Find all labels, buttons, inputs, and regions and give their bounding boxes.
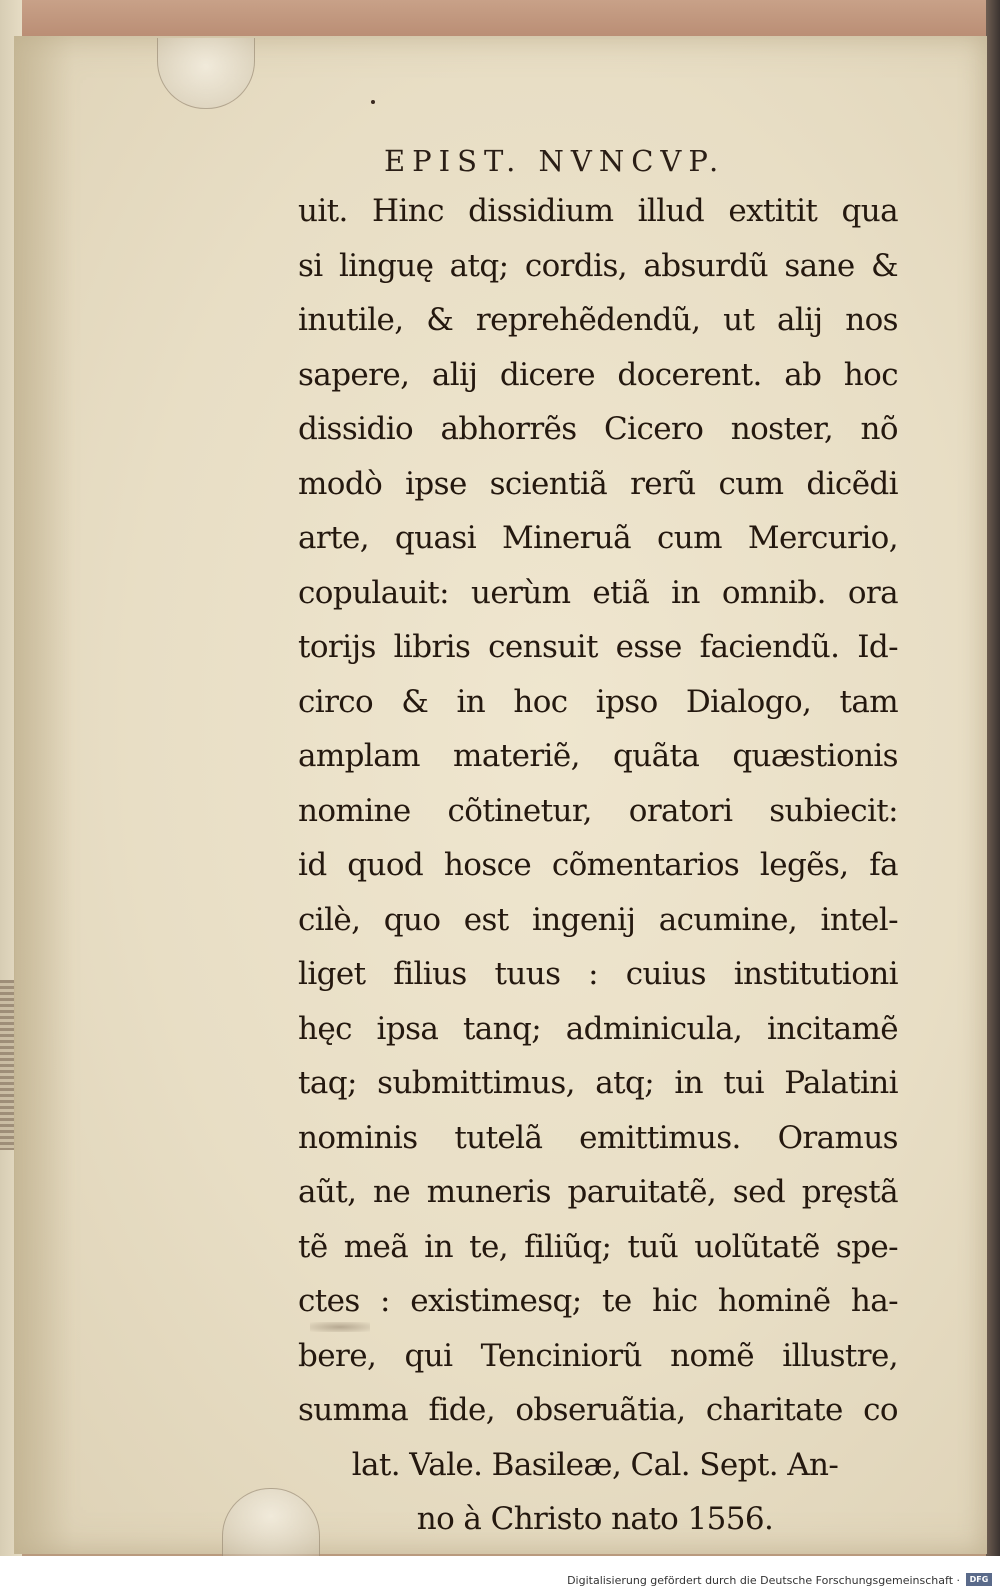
text-line: tẽ meã in te, filiũq; tuũ uolũtatẽ spe- (298, 1228, 898, 1265)
text-line: torijs libris censuit esse faciendũ. Id- (298, 629, 898, 665)
text-line-closing: no à Christo nato 1556. (416, 1501, 774, 1537)
page-edge-stain (0, 980, 14, 1150)
scan-edge-right (986, 0, 1000, 1560)
text-line: nominis tutelã emittimus. Oramus (298, 1119, 898, 1156)
digitization-credit: Digitalisierung gefördert durch die Deutsche Forschungsgemeinschaft · (567, 1574, 960, 1587)
text-line: cilè, quo est ingenij acumine, intel- (298, 901, 898, 938)
text-line: taq; submittimus, atq; in tui Palatini (298, 1065, 898, 1101)
text-line: arte, quasi Mineruã cum Mercurio, (298, 520, 898, 556)
running-head: EPIST. NVNCVP. (384, 144, 726, 178)
text-line: hęc ipsa tanq; adminicula, incitamẽ (298, 1010, 898, 1047)
scan-background-top (0, 0, 1000, 40)
text-line: amplam materiẽ, quãta quæstionis (298, 738, 898, 774)
text-line: uit. Hinc dissidium illud extitit qua (298, 193, 898, 229)
text-line: aũt, ne muneris paruitatẽ, sed pręstã (298, 1174, 898, 1210)
text-line: summa fide, obseruãtia, charitate co (298, 1392, 898, 1428)
text-line: si linguę atq; cordis, absurdũ sane & (298, 247, 898, 284)
text-line: copulauit: uerùm etiã in omnib. ora (298, 574, 898, 611)
text-line: inutile, & reprehẽdendũ, ut alij nos (298, 302, 898, 338)
text-line: liget filius tuus : cuius institutioni (298, 956, 898, 992)
ink-dot (371, 100, 375, 104)
body-text (298, 184, 898, 1547)
dfg-logo: DFG (966, 1573, 992, 1586)
text-line: modò ipse scientiã rerũ cum dicẽdi (298, 465, 898, 502)
text-line: circo & in hoc ipso Dialogo, tam (298, 683, 898, 720)
text-line: id quod hosce cõmentarios legẽs, fa (298, 847, 898, 883)
ink-smudge (310, 1322, 370, 1332)
text-line: ctes : existimesq; te hic hominẽ ha- (298, 1283, 898, 1319)
gutter-shadow (14, 36, 74, 1554)
text-line-closing: lat. Vale. Basileæ, Cal. Sept. An- (351, 1446, 839, 1483)
text-line: bere, qui Tenciniorũ nomẽ illustre, (298, 1337, 898, 1374)
text-line: dissidio abhorrẽs Cicero noster, nõ (298, 411, 898, 447)
text-line: nomine cõtinetur, oratori subiecit: (298, 792, 898, 829)
text-line: sapere, alij dicere docerent. ab hoc (298, 356, 898, 393)
